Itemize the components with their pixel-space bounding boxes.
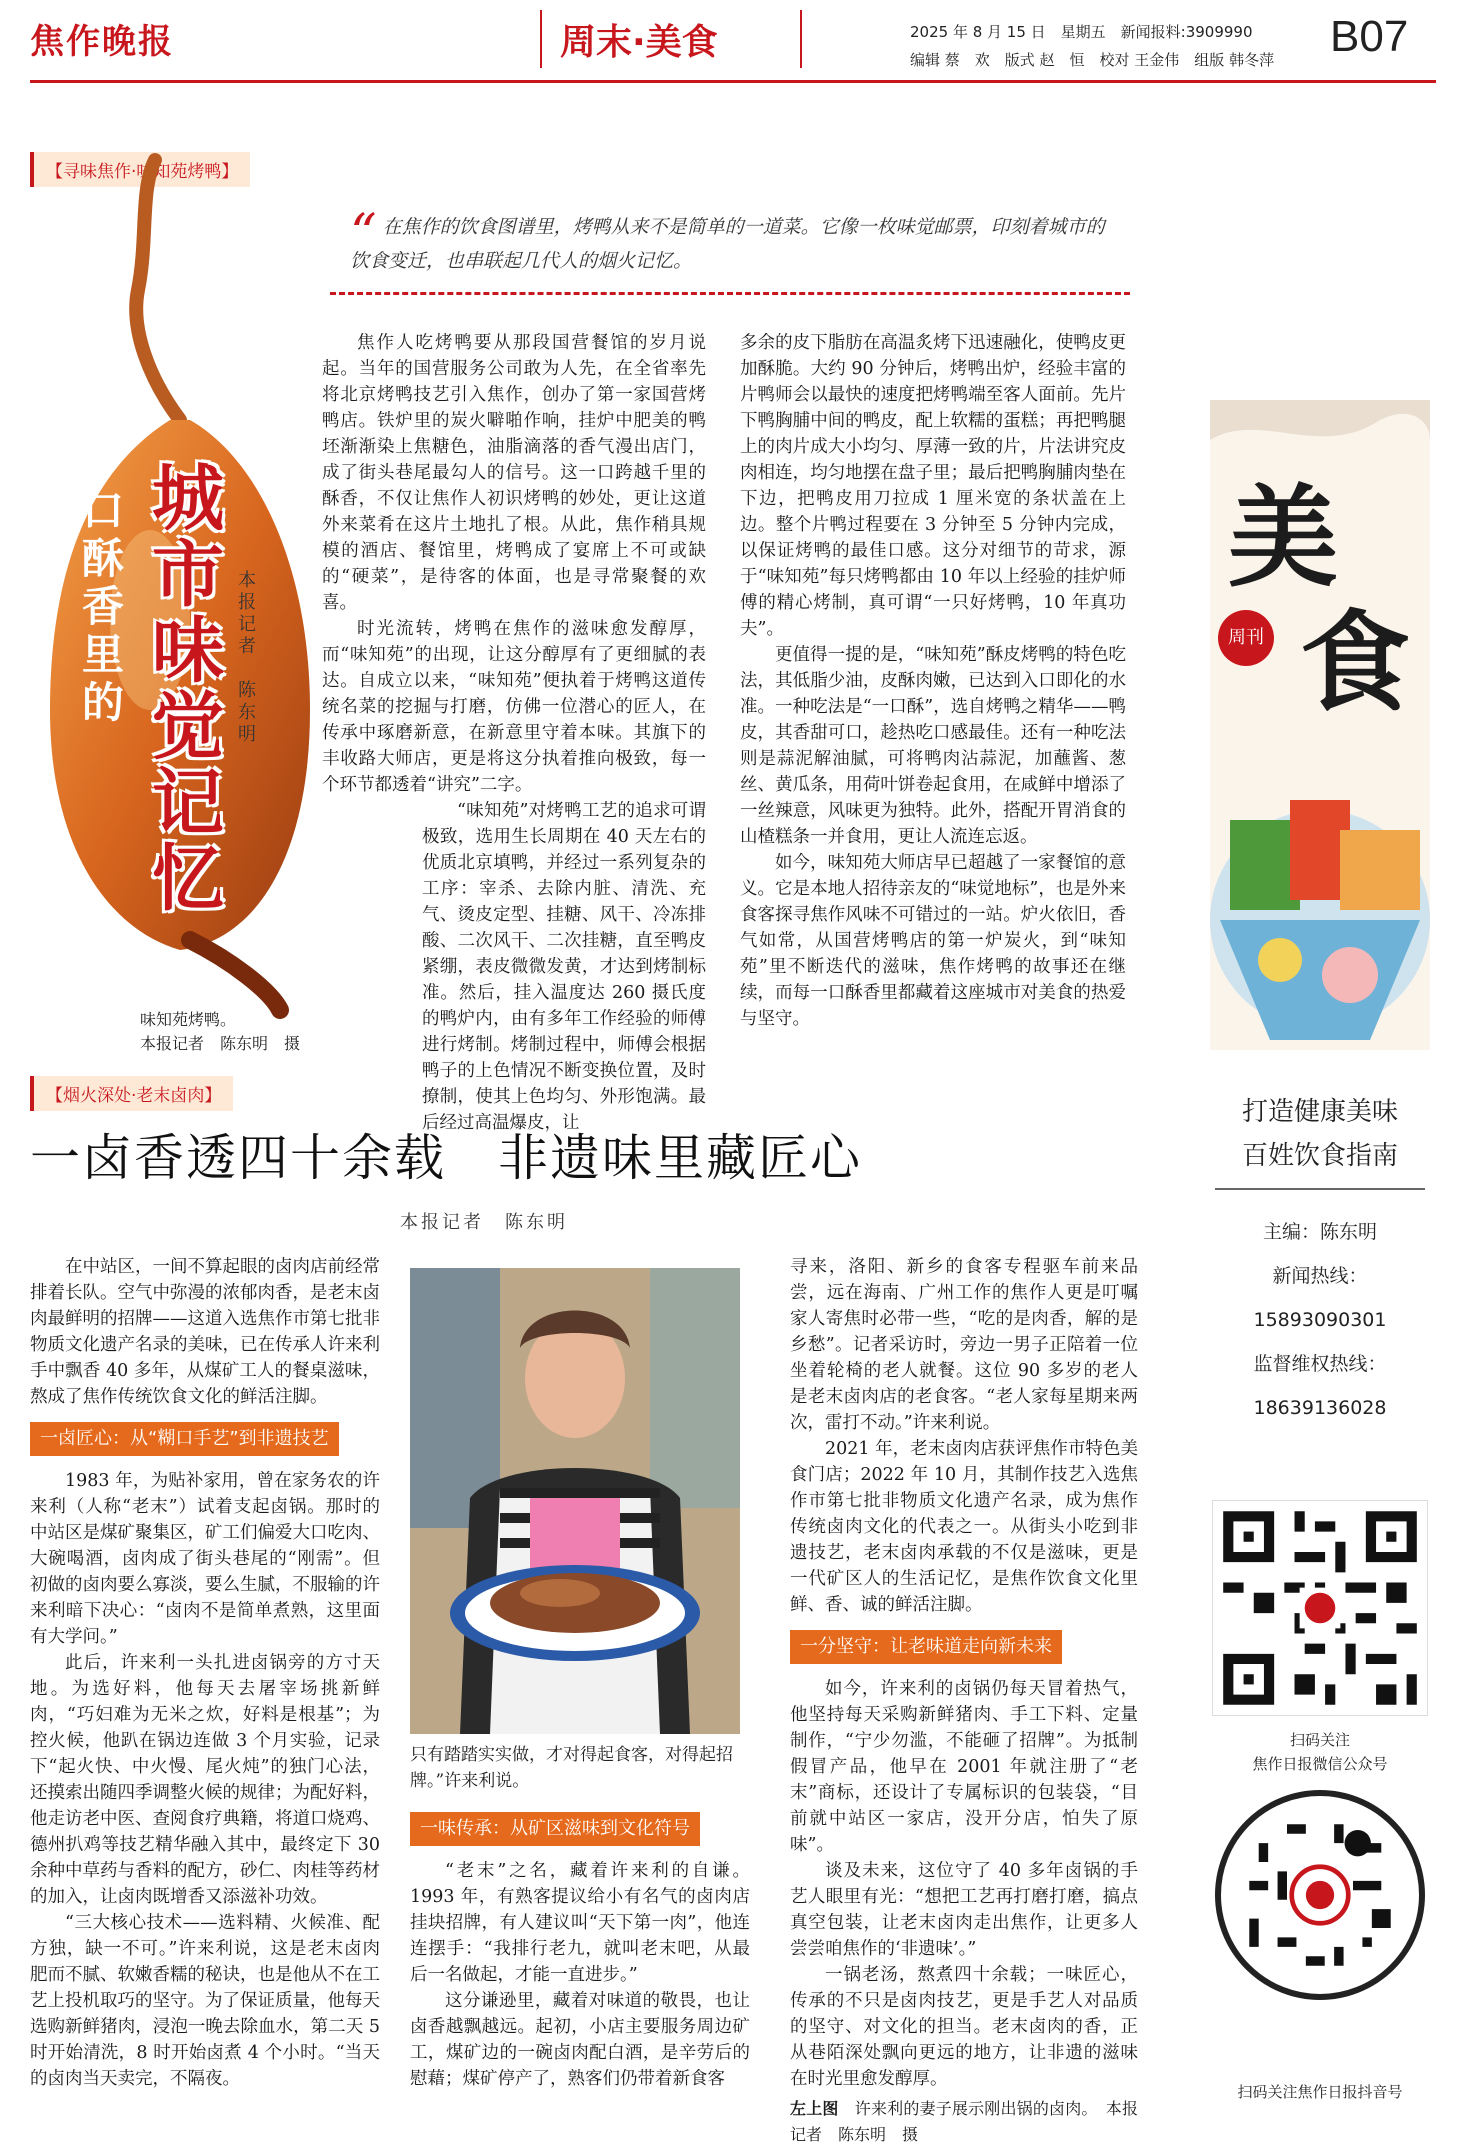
article2-col3 [790,1254,1138,2148]
date-line: 2025 年 8 月 15 日 星期五 新闻报料:3909990 [910,23,1253,41]
paragraph: 更值得一提的是，“味知苑”酥皮烤鸭的特色吃法，其低脂少油，皮酥肉嫩，已达到入口即化的水准。一种吃法是“一口酥”，选自烤鸭之精华——鸭皮，其香甜可口，趁热吃口感最佳。还有一种吃法则是蒜泥解油腻，可将鸭肉沾蒜泥，加蘸酱、葱丝、黄瓜条，用荷叶饼卷起食用，在咸鲜中增添了一丝辣意，风味更为独特。此外，搭配开胃消食的山楂糕条一并食用，更让人流连忘返。 [740,645,1126,847]
paragraph: 如今，味知苑大师店早已超越了一家餐馆的意义。它是本地人招待亲友的“味觉地标”，也是外来食客探寻焦作风味不可错过的一站。炉火依旧，香气如常，从国营烤鸭店的第一炉炭火，到“味知苑”里不断迭代的滋味，焦作烤鸭的故事还在继续，而每一口酥香里都藏着这座城市对美食的热爱与坚守。 [740,853,1126,1029]
paragraph: 此后，许来利一头扎进卤锅旁的方寸天地。为选好料，他每天去屠宰场挑新鲜肉，“巧妇难为无米之炊，好料是根基”；为控火候，他趴在锅边连做 3 个月实验，记录下“起火快、中火慢、尾火炖”的独门心法，还摸索出随四季调整火候的规律；为配好料，他走访老中医、查阅食疗典籍，将道口烧鸡、德州扒鸡等技艺精华融入其中，最终定下 30 余种中草药与香料的配方，砂仁、肉桂等药材的加入，让卤肉既增香又添滋补功效。 [30,1653,380,1907]
banner-char-2: 食 [1300,599,1410,727]
paragraph: 谈及未来，这位守了 40 多年卤锅的手艺人眼里有光：“想把工艺再打磨打磨，搞点真空包装，让老末卤肉走出焦作，让更多人尝尝咱焦作的‘非遗味’。” [790,1861,1138,1959]
article2-tag: 【烟火深处·老末卤肉】 [30,1076,233,1111]
lumeat-photo-caption: 只有踏踏实实做，才对得起食客，对得起招牌。”许来利说。 [410,1745,733,1791]
article1-col1 [322,330,706,1136]
page-number: B07 [1330,12,1409,61]
duck-photo-caption [140,1008,340,1056]
paragraph: “味知苑”对烤鸭工艺的追求可谓极致，选用生长周期在 40 天左右的优质北京填鸭，并经过一系列复杂的工序：宰杀、去除内脏、清洗、充气、烫皮定型、挂糖、风干、冷冻排酸、二次风干、二次挂糖，直至鸭皮紧绷，表皮微微发黄，才达到烤制标准。然后，挂入温度达 260 摄氏度的鸭炉内，由有多年工作经验的师傅进行烤制。烤制过程中，师傅会根据鸭子的上色情况不断变换位置，及时撩制，使其上色均匀、外形饱满。最后经过高温爆皮，让 [422,801,706,1133]
article2-byline: 本报记者 陈东明 [400,1212,568,1233]
caption-text: 味知苑烤鸭。 [140,1010,237,1029]
food-weekly-banner [1200,400,1440,1070]
qr-caption-line: 焦作日报微信公众号 [1252,1755,1388,1773]
slogan-line: 百姓饮食指南 [1241,1141,1398,1171]
lumeat-photo [410,1268,740,1734]
paragraph: 多余的皮下脂肪在高温炙烤下迅速融化，使鸭皮更加酥脆。大约 90 分钟后，烤鸭出炉，经验丰富的片鸭师会以最快的速度把烤鸭端至客人面前。先片下鸭胸脯中间的鸭皮，配上软糯的蛋糕；再把鸭腿上的肉片成大小均匀、厚薄一致的片，片法讲究皮肉相连，均匀地摆在盘子里；最后把鸭胸脯肉垫在下边，把鸭皮用刀拉成 1 厘米宽的条状盖在上边。整个片鸭过程要在 3 分钟至 5 分钟内完成，以保证烤鸭的最佳口感。这分对细节的苛求，源于“味知苑”每只烤鸭都由 10 年以上经验的挂炉师傅的精心烤制，真可谓“一只好烤鸭，10 年真功夫”。 [740,333,1126,639]
caption-text: 许来利的妻子展示刚出锅的卤肉。 本报记者 陈东明 摄 [790,2099,1138,2144]
paragraph: 焦作人吃烤鸭要从那段国营餐馆的岁月说起。当年的国营服务公司敢为人先，在全省率先将北京烤鸭技艺引入焦作，创办了第一家国营烤鸭店。铁炉里的炭火噼啪作响，挂炉中肥美的鸭坯渐渐染上焦糖色，油脂滴落的香气漫出店门，成了街头巷尾最勾人的信号。这一口跨越千里的酥香，不仅让焦作人初识烤鸭的妙处，更让这道外来菜肴在这片土地扎了根。从此，焦作稍具规模的酒店、餐馆里，烤鸭成了宴席上不可或缺的“硬菜”，是待客的体面，也是寻常聚餐的欢喜。 [322,333,706,613]
article1-tag: 【寻味焦作·味知苑烤鸭】 [30,152,250,187]
paragraph: 在中站区，一间不算起眼的卤肉店前经常排着长队。空气中弥漫的浓郁肉香，是老末卤肉最鲜明的招牌——这道入选焦作市第七批非物质文化遗产名录的美味，已在传承人许来利手中飘香 40 多年，从煤矿工人的餐桌滋味，熬成了焦作传统饮食文化的鲜活注脚。 [30,1257,380,1407]
article2-col1 [30,1254,380,2092]
editor-line: 主编：陈东明 [1262,1221,1377,1243]
article2-subhead-3: 一分坚守：让老味道走向新未来 [790,1630,1062,1664]
left-photo-caption [790,2096,1138,2148]
banner-char-1: 美 [1228,474,1338,602]
douyin-qr-caption: 扫码关注焦作日报抖音号 [1237,2083,1403,2101]
paragraph: 这分谦逊里，藏着对味道的敬畏，也让卤香越飘越远。起初，小店主要服务周边矿工，煤矿边的一碗卤肉配白酒，是辛劳后的慰藉；煤矿停产了，熟客们仍带着新食客 [410,1991,750,2089]
hotline-label: 新闻热线： [1272,1265,1368,1287]
caption-label: 左上图 [790,2099,839,2118]
staff-line: 编辑 蔡 欢 版式 赵 恒 校对 王金伟 组版 韩冬萍 [910,51,1275,69]
article2-col2 [410,1812,750,2092]
article1-title: 城市味觉记忆 [140,460,224,916]
paragraph: “三大核心技术——选料精、火候准、配方独，缺一不可。”许来利说，这是老末卤肉肥而不腻、软嫩香糯的秘诀，也是他从不在工艺上投机取巧的坚守。为了保证质量，他每天选购新鲜猪肉，浸泡一晚去除血水，第二天 5 时开始清洗，8 时开始卤煮 4 个小时。“当天的卤肉当天卖完，不隔夜。 [30,1913,380,2089]
supervise-label: 监督维权热线： [1253,1353,1387,1375]
wechat-qr-caption [1200,1728,1440,1776]
masthead-info [910,18,1274,74]
paragraph: 2021 年，老末卤肉店获评焦作市特色美食门店；2022 年 10 月，其制作技艺入选焦作市第七批非物质文化遗产名录，成为焦作传统卤肉文化的代表之一。从街头小吃到非遗技艺，老末卤肉承载的不仅是滋味，更是一代矿区人的生活记忆，是焦作饮食文化里鲜、香、诚的鲜活注脚。 [790,1439,1138,1615]
article2-subhead-1: 一卤匠心：从“糊口手艺”到非遗技艺 [30,1422,339,1456]
paragraph: 如今，许来利的卤锅仍每天冒着热气，他坚持每天采购新鲜猪肉、手工下料、定量制作，“宁少勿滥，不能砸了招牌”。为抵制假冒产品，他早在 2001 年就注册了“老末”商标，还设计了专属标识的包装袋，“目前就中站区一家店，没开分店，怕失了原味”。 [790,1679,1138,1855]
article2-headline: 一卤香透四十余载 非遗味里藏匠心 [30,1129,862,1187]
sidebar-divider [1215,1188,1425,1190]
slogan-line: 打造健康美味 [1241,1097,1398,1127]
masthead-divider [800,10,802,68]
hotline-number: 15893090301 [1253,1309,1387,1331]
sidebar-slogan [1200,1090,1440,1178]
caption-credit: 本报记者 陈东明 摄 [140,1034,301,1053]
paragraph: 一锅老汤，熬煮四十余载；一味匠心，传承的不只是卤肉技艺，更是手艺人对品质的坚守、对文化的担当。老末卤肉的香，正从巷陌深处飘向更远的地方，让非遗的滋味在时光里愈发醇厚。 [790,1965,1138,2089]
douyin-qr-code[interactable] [1215,1790,1425,2000]
article1-byline: 本报记者 陈东明 [235,570,256,746]
sidebar-contact [1200,1210,1440,1430]
article1-col2 [740,330,1126,1032]
paragraph: 1983 年，为贴补家用，曾在家务农的许来利（人称“老末”）试着支起卤锅。那时的中站区是煤矿聚集区，矿工们偏爱大口吃肉、大碗喝酒，卤肉成了街头巷尾的“刚需”。但初做的卤肉要么寡淡，要么生腻，不服输的许来利暗下决心：“卤肉不是简单煮熟，这里面有大学问。” [30,1471,380,1647]
quote-text: 在焦作的饮食图谱里，烤鸭从来不是简单的一道菜。它像一枚味觉邮票，印刻着城市的饮食变迁，也串联起几代人的烟火记忆。 [350,216,1105,272]
article2-subhead-2: 一味传承：从矿区滋味到文化符号 [410,1812,700,1846]
supervise-number: 18639136028 [1253,1397,1387,1419]
paper-name: 焦作晚报 [30,22,174,62]
paragraph: “老末”之名，藏着许来利的自谦。1993 年，有熟客提议给小有名气的卤肉店挂块招牌，有人建议叫“天下第一肉”，他连连摆手：“我排行老九，就叫老末吧，从最后一名做起，才能一直进步。” [410,1861,750,1985]
banner-badge: 周刊 [1218,610,1274,666]
article1-subtitle: 一口酥香里的 [76,440,125,728]
masthead-rule [30,80,1436,83]
qr-caption-line: 扫码关注 [1289,1731,1350,1749]
quote-mark-icon: “ [350,204,377,264]
section-title: 周末·美食 [560,22,718,63]
masthead-divider [540,10,542,68]
paragraph: 寻来，洛阳、新乡的食客专程驱车前来品尝，远在海南、广州工作的焦作人更是叮嘱家人寄焦时必带一些，“吃的是肉香，解的是乡愁”。记者采访时，旁边一男子正陪着一位坐着轮椅的老人就餐。这位 90 多岁的老人是老末卤肉店的老食客。“老人家每星期来两次，雷打不动。”许来利说。 [790,1257,1138,1433]
article1-pullquote [350,204,1110,278]
quote-divider [330,292,1130,295]
wechat-qr-code[interactable] [1212,1500,1428,1716]
paragraph: 时光流转，烤鸭在焦作的滋味愈发醇厚，而“味知苑”的出现，让这分醇厚有了更细腻的表达。自成立以来，“味知苑”便执着于烤鸭这道传统名菜的挖掘与打磨，仿佛一位潜心的匠人，在传承中琢磨新意，在新意里守着本味。其旗下的丰收路大师店，更是将这分执着推向极致，每一个环节都透着“讲究”二字。 [322,619,706,795]
